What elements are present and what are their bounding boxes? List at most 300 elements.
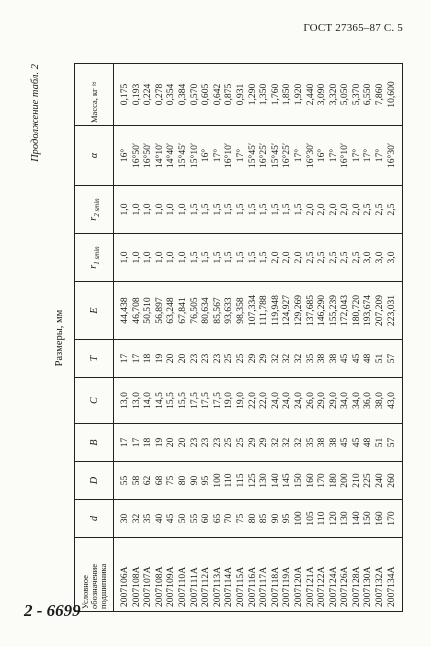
table-cell: 1,0 (131, 186, 143, 234)
table-cell: 2,0 (316, 186, 328, 234)
table-cell: 16°50′ (142, 126, 154, 186)
table-cell: 3,090 (316, 64, 328, 126)
table-cell: 17 (131, 340, 143, 378)
table-cell: 1,5 (189, 186, 201, 234)
table-cell: 14,5 (154, 378, 166, 424)
table-cell: 1,5 (270, 186, 282, 234)
table-cell: 2,5 (386, 186, 403, 234)
table-cell: 150 (362, 500, 374, 538)
table-row (270, 64, 282, 612)
table-cell: 35 (305, 424, 317, 462)
table-row (142, 64, 154, 612)
table-cell: 129,269 (293, 282, 305, 340)
table-cell: 2,5 (305, 234, 317, 282)
table-row (281, 64, 293, 612)
table-cell: 14,0 (142, 378, 154, 424)
table-cell: 207,209 (374, 282, 386, 340)
table-cell: 1,5 (247, 186, 259, 234)
table-cell: 170 (386, 500, 403, 538)
table-cell: 0,175 (114, 64, 131, 126)
table-cell: 2007130A (362, 538, 374, 612)
table-cell: 23 (200, 424, 212, 462)
table-header-row (75, 64, 114, 612)
table-cell: 24,0 (270, 378, 282, 424)
table-cell: 2007110A (177, 538, 189, 612)
col-header-d: d (75, 500, 114, 538)
table-cell: 110 (316, 500, 328, 538)
table-cell: 16°50′ (131, 126, 143, 186)
table-cell: 43,0 (386, 378, 403, 424)
table-cell: 36,0 (362, 378, 374, 424)
table-row (293, 64, 305, 612)
table-cell: 17° (212, 126, 224, 186)
table-cell: 140 (351, 500, 363, 538)
table-cell: 111,788 (258, 282, 270, 340)
table-cell: 2007111A (189, 538, 201, 612)
table-cell: 25 (223, 340, 235, 378)
table-cell: 2007122A (316, 538, 328, 612)
table-cell: 15,5 (165, 378, 177, 424)
table-cell: 2007128A (351, 538, 363, 612)
table-cell: 25 (235, 340, 247, 378)
table-cell: 1,0 (154, 186, 166, 234)
table-cell: 115 (235, 462, 247, 500)
table-row (258, 64, 270, 612)
table-body (114, 64, 403, 612)
table-cell: 93,633 (223, 282, 235, 340)
col-header-D: D (75, 462, 114, 500)
table-cell: 32 (131, 500, 143, 538)
table-cell: 38 (328, 340, 340, 378)
table-cell: 23 (189, 340, 201, 378)
table-cell: 76,505 (189, 282, 201, 340)
table-cell: 0,931 (235, 64, 247, 126)
table-cell: 16° (114, 126, 131, 186)
table-cell: 2007107A (142, 538, 154, 612)
table-cell: 29 (258, 340, 270, 378)
table-cell: 44,438 (114, 282, 131, 340)
table-cell: 240 (374, 462, 386, 500)
table-cell: 2,0 (305, 186, 317, 234)
table-cell: 98,358 (235, 282, 247, 340)
table-cell: 1,5 (212, 234, 224, 282)
table-cell: 1,290 (247, 64, 259, 126)
table-cell: 17° (362, 126, 374, 186)
table-cell: 55 (114, 462, 131, 500)
table-cell: 1,0 (142, 234, 154, 282)
table-cell: 145 (281, 462, 293, 500)
table-cell: 17° (374, 126, 386, 186)
table-cell: 119,948 (270, 282, 282, 340)
table-cell: 1,5 (223, 186, 235, 234)
table-cell: 1,5 (258, 186, 270, 234)
col-header-r2smin: $r_{2 smin}$ (75, 186, 114, 234)
table-cell: 1,0 (165, 186, 177, 234)
table-cell: 2007117A (258, 538, 270, 612)
col-header-alpha: α (75, 126, 114, 186)
table-cell: 2,440 (305, 64, 317, 126)
table-cell: 2,0 (339, 186, 351, 234)
table-cell: 1,0 (165, 234, 177, 282)
table-cell: 57 (386, 340, 403, 378)
table-cell: 15,5 (177, 378, 189, 424)
table-cell: 38 (328, 424, 340, 462)
table-cell: 17 (131, 424, 143, 462)
dimensions-caption: Размеры, мм (54, 309, 65, 367)
table-cell: 0,384 (177, 64, 189, 126)
table-cell: 2007113A (212, 538, 224, 612)
table-cell: 32 (270, 340, 282, 378)
page-footer-mark: 2 - 6699 (24, 601, 81, 620)
table-cell: 80 (177, 462, 189, 500)
table-cell: 17,5 (200, 378, 212, 424)
table-cell: 23 (212, 340, 224, 378)
table-cell: 2,5 (316, 234, 328, 282)
table-cell: 16°30′ (386, 126, 403, 186)
table-cell: 34,0 (351, 378, 363, 424)
table-cell: 32 (293, 424, 305, 462)
col-header-r1smin: $r_{1 smin}$ (75, 234, 114, 282)
table-row (247, 64, 259, 612)
table-cell: 16°10′ (223, 126, 235, 186)
table-cell: 210 (351, 462, 363, 500)
table-cell: 223,031 (386, 282, 403, 340)
table-cell: 140 (270, 462, 282, 500)
table-cell: 0,642 (212, 64, 224, 126)
table-cell: 1,0 (154, 234, 166, 282)
table-cell: 15°10′ (189, 126, 201, 186)
table-cell: 2007108A (131, 538, 143, 612)
table-cell: 19,0 (223, 378, 235, 424)
table-cell: 60 (200, 500, 212, 538)
table-cell: 1,920 (293, 64, 305, 126)
table-cell: 30 (114, 500, 131, 538)
table-cell: 146,290 (316, 282, 328, 340)
table-cell: 23 (200, 340, 212, 378)
table-cell: 1,5 (235, 234, 247, 282)
table-cell: 20 (177, 424, 189, 462)
table-cell: 15°45′ (270, 126, 282, 186)
table-cell: 2007119A (281, 538, 293, 612)
table-cell: 57 (386, 424, 403, 462)
table-cell: 85 (258, 500, 270, 538)
table-cell: 65 (212, 500, 224, 538)
table-cell: 105 (305, 500, 317, 538)
table-cell: 45 (165, 500, 177, 538)
table-cell: 17,5 (189, 378, 201, 424)
table-cell: 35 (142, 500, 154, 538)
table-cell: 13,0 (114, 378, 131, 424)
table-cell: 62 (142, 462, 154, 500)
table-cell: 58 (131, 462, 143, 500)
table-cell: 17,5 (212, 378, 224, 424)
table-cell: 16°30′ (305, 126, 317, 186)
table-cell: 2,0 (293, 234, 305, 282)
table-cell: 1,5 (247, 234, 259, 282)
table-row (305, 64, 317, 612)
table-cell: 155,239 (328, 282, 340, 340)
table-cell: 110 (223, 462, 235, 500)
table-cell: 130 (258, 462, 270, 500)
table-cell: 172,043 (339, 282, 351, 340)
table-cell: 125 (247, 462, 259, 500)
table-cell: 48 (362, 340, 374, 378)
table-cell: 160 (305, 462, 317, 500)
table-cell: 2007114A (223, 538, 235, 612)
table-cell: 1,850 (281, 64, 293, 126)
table-cell: 29,0 (328, 378, 340, 424)
table-cell: 1,0 (131, 234, 143, 282)
table-cell: 2007112A (200, 538, 212, 612)
table-row (154, 64, 166, 612)
table-cell: 32 (281, 340, 293, 378)
table-cell: 25 (235, 424, 247, 462)
table-row (235, 64, 247, 612)
table-cell: 1,5 (200, 186, 212, 234)
table-cell: 100 (212, 462, 224, 500)
table-cell: 2007124A (328, 538, 340, 612)
col-header-C: C (75, 378, 114, 424)
table-cell: 16° (316, 126, 328, 186)
table-cell: 55 (189, 500, 201, 538)
table-cell: 80,634 (200, 282, 212, 340)
table-cell: 14°40′ (165, 126, 177, 186)
table-cell: 100 (293, 500, 305, 538)
table-cell: 23 (212, 424, 224, 462)
table-cell: 193,674 (362, 282, 374, 340)
table-cell: 90 (270, 500, 282, 538)
table-cell: 48 (362, 424, 374, 462)
table-cell: 124,927 (281, 282, 293, 340)
table-cell: 29 (247, 340, 259, 378)
table-cell: 2,0 (270, 234, 282, 282)
table-cell: 0,605 (200, 64, 212, 126)
table-cell: 80 (247, 500, 259, 538)
table-cell: 10,600 (386, 64, 403, 126)
table-cell: 90 (189, 462, 201, 500)
table-cell: 1,5 (235, 186, 247, 234)
table-cell: 150 (293, 462, 305, 500)
table-cell: 160 (374, 500, 386, 538)
table-cell: 34,0 (339, 378, 351, 424)
table-row (200, 64, 212, 612)
table-row (165, 64, 177, 612)
table-cell: 75 (165, 462, 177, 500)
table-cell: 1,0 (177, 186, 189, 234)
table-cell: 0,354 (165, 64, 177, 126)
bearing-dimensions-table (74, 63, 403, 612)
table-cell: 95 (200, 462, 212, 500)
table-cell: 51 (374, 340, 386, 378)
table-cell: 2,0 (351, 186, 363, 234)
table-cell: 2,0 (281, 234, 293, 282)
table-cell: 5,050 (339, 64, 351, 126)
table-cell: 7,860 (374, 64, 386, 126)
table-cell: 95 (281, 500, 293, 538)
table-cell: 67,841 (177, 282, 189, 340)
table-cell: 24,0 (293, 378, 305, 424)
table-cell: 2,5 (351, 234, 363, 282)
table-cell: 2007108A (154, 538, 166, 612)
table-cell: 1,5 (189, 234, 201, 282)
table-cell: 45 (339, 340, 351, 378)
table-cell: 24,0 (281, 378, 293, 424)
page-header: ГОСТ 27365–87 С. 5 (303, 22, 403, 34)
table-cell: 1,5 (281, 186, 293, 234)
table-cell: 2,5 (339, 234, 351, 282)
table-row (374, 64, 386, 612)
table-cell: 180,720 (351, 282, 363, 340)
table-cell: 0,570 (189, 64, 201, 126)
table-cell: 22,0 (247, 378, 259, 424)
table-cell: 68 (154, 462, 166, 500)
table-cell: 1,0 (114, 234, 131, 282)
table-cell: 1,5 (223, 234, 235, 282)
table-cell: 3,0 (362, 234, 374, 282)
table-cell: 38,0 (374, 378, 386, 424)
table-cell: 70 (223, 500, 235, 538)
table-cell: 0,224 (142, 64, 154, 126)
table-cell: 32 (281, 424, 293, 462)
table-cell: 45 (339, 424, 351, 462)
col-header-designation: Условное обозначение подшипника (75, 538, 114, 612)
table-cell: 20 (165, 424, 177, 462)
table-cell: 260 (386, 462, 403, 500)
table-cell: 16° (200, 126, 212, 186)
table-cell: 1,5 (258, 234, 270, 282)
table-cell: 2007126A (339, 538, 351, 612)
table-row (362, 64, 374, 612)
table-cell: 35 (305, 340, 317, 378)
table-cell: 1,5 (293, 186, 305, 234)
table-row (189, 64, 201, 612)
table-cell: 23 (189, 424, 201, 462)
table-cell: 225 (362, 462, 374, 500)
table-cell: 75 (235, 500, 247, 538)
table-cell: 16°25′ (281, 126, 293, 186)
table-cell: 0,875 (223, 64, 235, 126)
table-row (316, 64, 328, 612)
table-cell: 2007116A (247, 538, 259, 612)
table-cell: 2,0 (328, 186, 340, 234)
table-cell: 38 (316, 424, 328, 462)
table-row (339, 64, 351, 612)
table-cell: 18 (142, 340, 154, 378)
table-row (328, 64, 340, 612)
table-cell: 2007132A (374, 538, 386, 612)
table-cell: 50 (177, 500, 189, 538)
col-header-E: E (75, 282, 114, 340)
table-cell: 17° (293, 126, 305, 186)
table-cell: 25 (223, 424, 235, 462)
table-cell: 200 (339, 462, 351, 500)
table-cell: 2007121A (305, 538, 317, 612)
table-cell: 29,0 (316, 378, 328, 424)
table-cell: 17 (114, 340, 131, 378)
table-cell: 1,5 (212, 186, 224, 234)
table-cell: 85,567 (212, 282, 224, 340)
table-cell: 3,0 (374, 234, 386, 282)
table-cell: 29 (247, 424, 259, 462)
table-cell: 120 (328, 500, 340, 538)
table-cell: 16°10′ (339, 126, 351, 186)
col-header-mass: Масса, кг ≈ (75, 64, 114, 126)
table-cell: 32 (293, 340, 305, 378)
table-cell: 45 (351, 424, 363, 462)
table-cell: 137,685 (305, 282, 317, 340)
table-cell: 14°10′ (154, 126, 166, 186)
col-header-T: T (75, 340, 114, 378)
col-header-B: B (75, 424, 114, 462)
table-cell: 29 (258, 424, 270, 462)
table-cell: 19 (154, 424, 166, 462)
table-cell: 2007109A (165, 538, 177, 612)
table-cell: 1,760 (270, 64, 282, 126)
table-cell: 3,0 (386, 234, 403, 282)
table-cell: 19,0 (235, 378, 247, 424)
table-cell: 18 (142, 424, 154, 462)
table-cell: 0,278 (154, 64, 166, 126)
table-cell: 2007134A (386, 538, 403, 612)
table-cell: 2,5 (328, 234, 340, 282)
table-cell: 5,370 (351, 64, 363, 126)
table-row (114, 64, 131, 612)
table-cell: 22,0 (258, 378, 270, 424)
table-cell: 15°45′ (247, 126, 259, 186)
table-cell: 17° (351, 126, 363, 186)
table-cell: 32 (270, 424, 282, 462)
table-continuation-label: Продолжение табл. 2 (30, 64, 41, 162)
table-cell: 20 (165, 340, 177, 378)
table-cell: 56,897 (154, 282, 166, 340)
table-cell: 46,708 (131, 282, 143, 340)
table-cell: 2007118A (270, 538, 282, 612)
table-row (177, 64, 189, 612)
table-cell: 1,350 (258, 64, 270, 126)
table-cell: 2,5 (374, 186, 386, 234)
table-cell: 1,0 (142, 186, 154, 234)
table-cell: 16°25′ (258, 126, 270, 186)
table-cell: 2007120A (293, 538, 305, 612)
table-row (131, 64, 143, 612)
table-row (386, 64, 403, 612)
table-cell: 1,0 (177, 234, 189, 282)
table-cell: 20 (177, 340, 189, 378)
table-cell: 1,0 (114, 186, 131, 234)
table-cell: 2,5 (362, 186, 374, 234)
table-cell: 2007115A (235, 538, 247, 612)
table-cell: 13,0 (131, 378, 143, 424)
table-cell: 51 (374, 424, 386, 462)
rotated-table-area (30, 64, 400, 612)
table-row (351, 64, 363, 612)
table-cell: 15°45′ (177, 126, 189, 186)
table-cell: 6,550 (362, 64, 374, 126)
table-cell: 38 (316, 340, 328, 378)
table-cell: 17° (235, 126, 247, 186)
table-cell: 26,0 (305, 378, 317, 424)
table-cell: 0,193 (131, 64, 143, 126)
table-row (212, 64, 224, 612)
table-cell: 3,320 (328, 64, 340, 126)
table-cell: 17 (114, 424, 131, 462)
table-cell: 1,5 (200, 234, 212, 282)
table-cell: 170 (316, 462, 328, 500)
table-cell: 63,248 (165, 282, 177, 340)
table-row (223, 64, 235, 612)
table-cell: 2007106A (114, 538, 131, 612)
table-cell: 45 (351, 340, 363, 378)
